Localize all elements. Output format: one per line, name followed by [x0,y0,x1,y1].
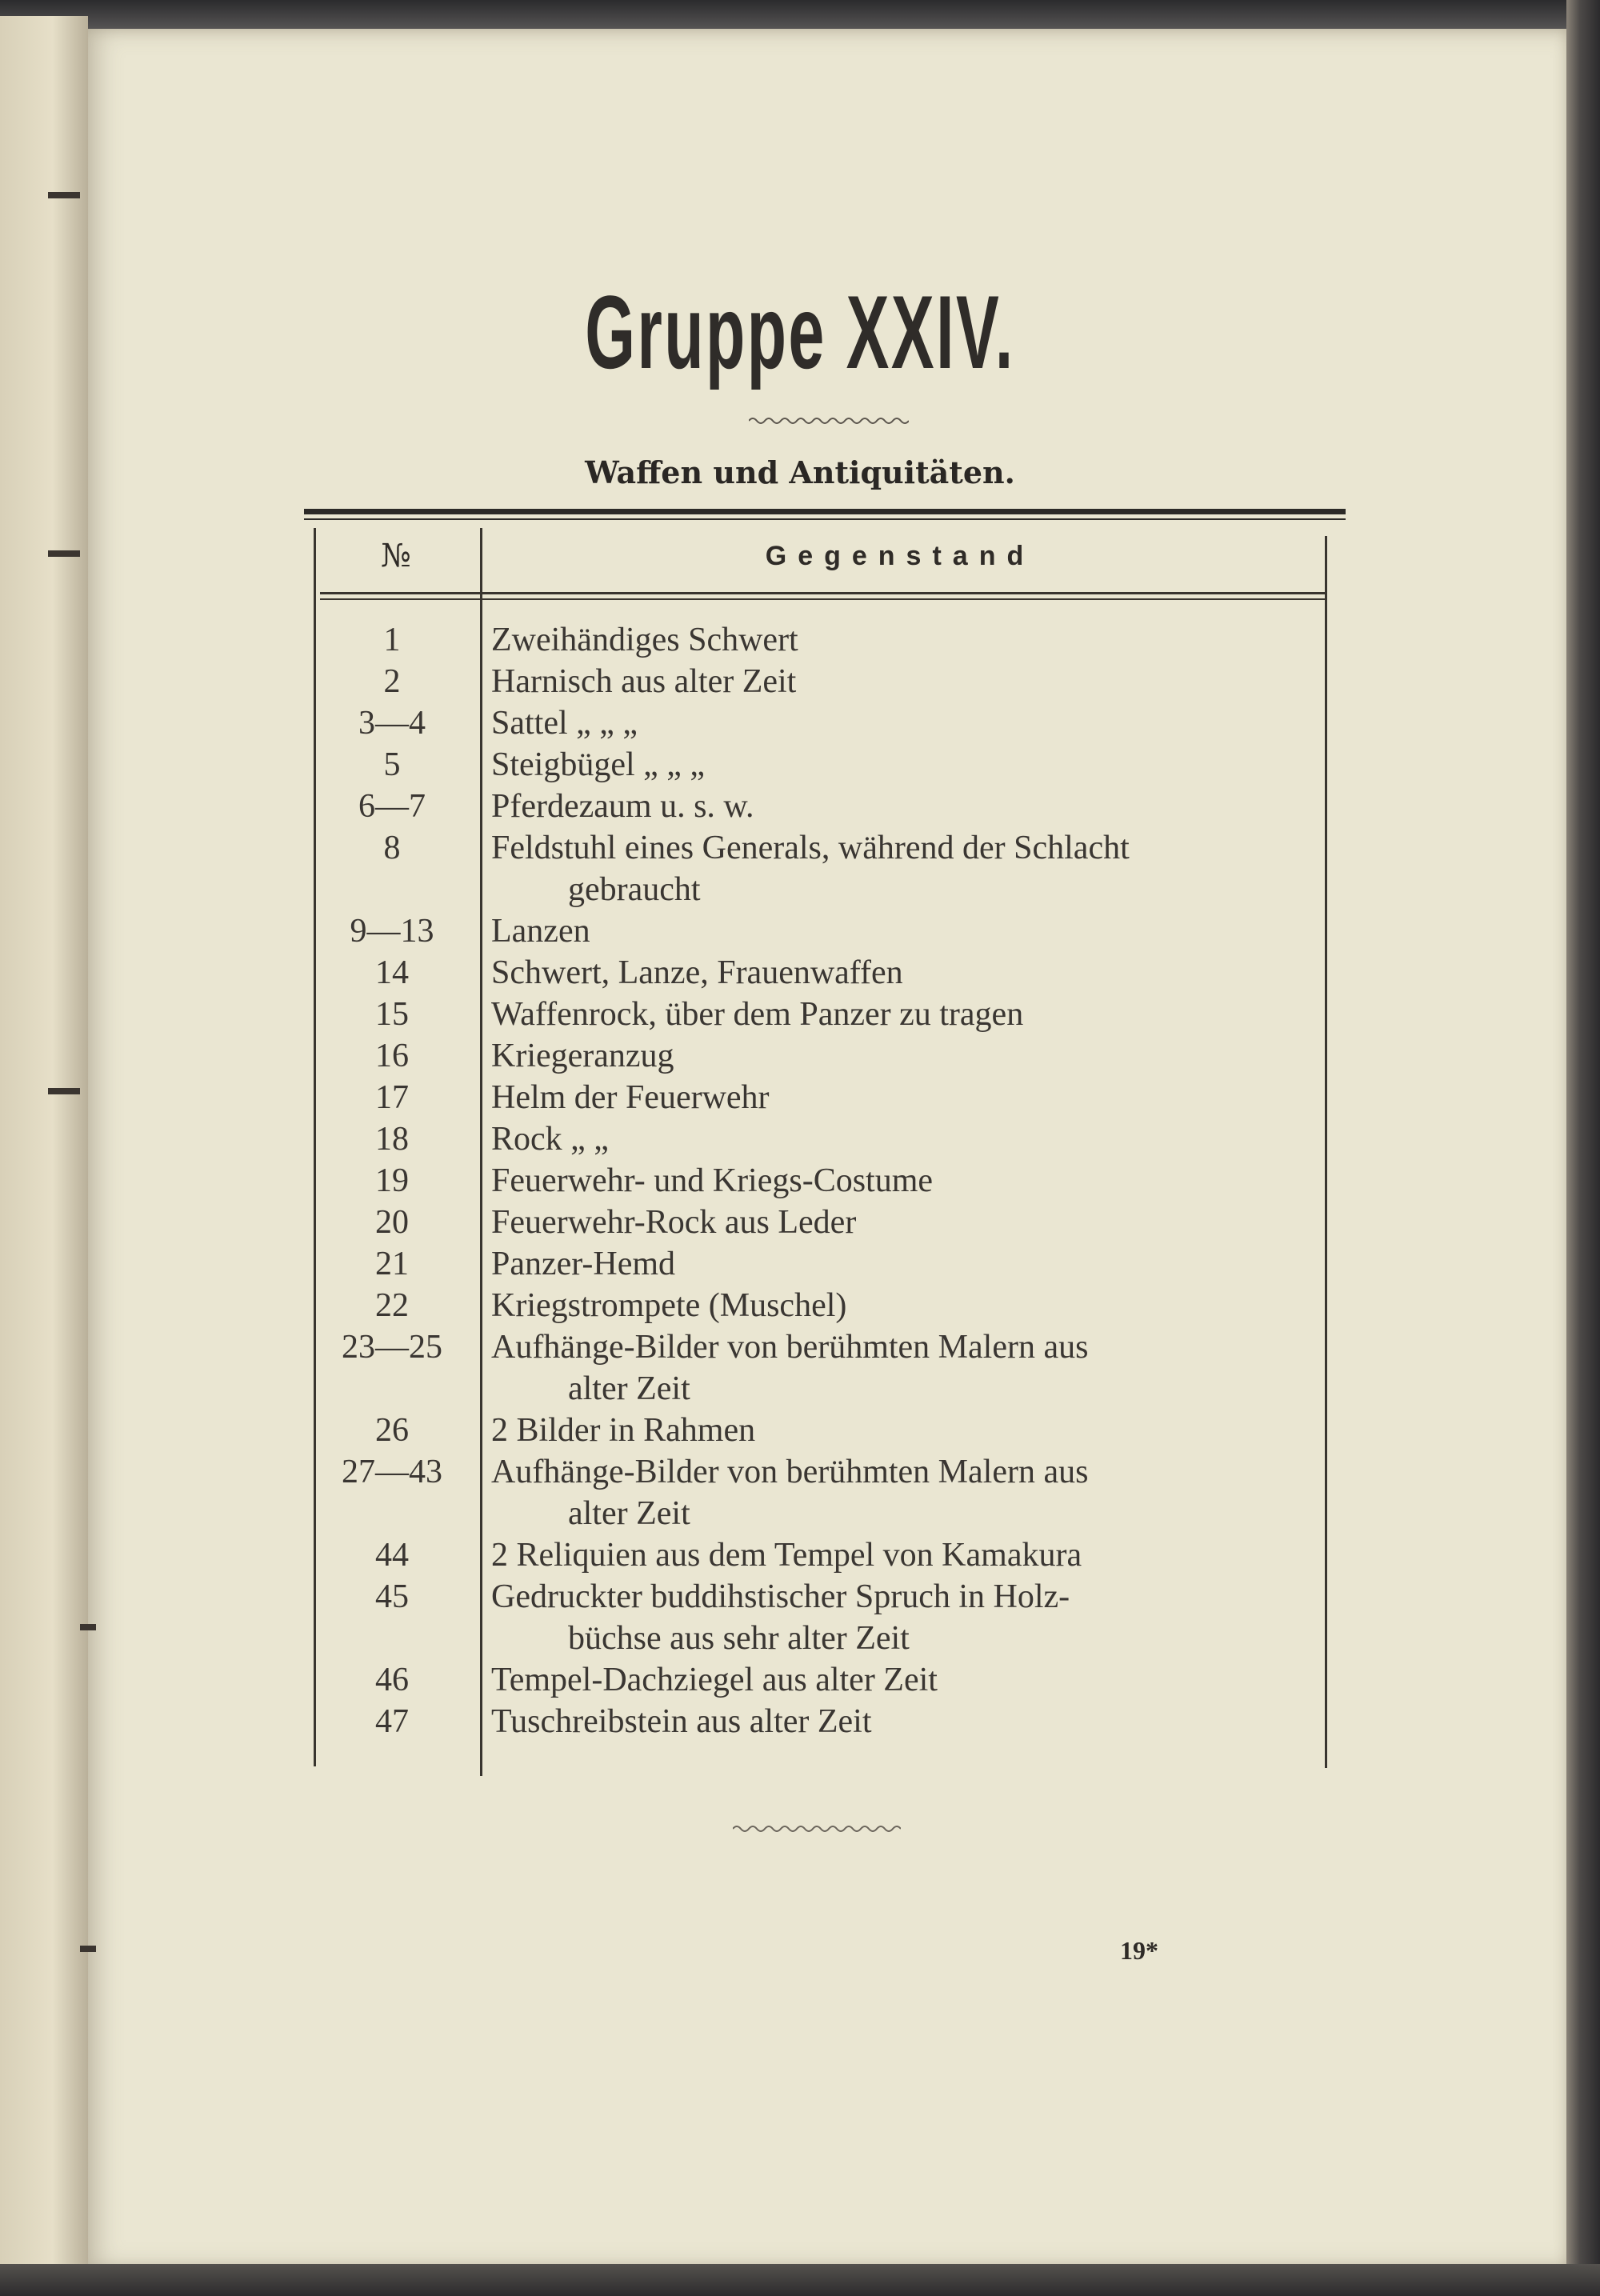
item-description: 2 Reliquien aus dem Tempel von Kamakura [491,1537,1082,1574]
item-number: 18 [375,1121,409,1158]
item-number: 9—13 [350,913,434,950]
group-title: Gruppe XXIV. [585,274,1015,390]
item-number: 16 [375,1038,409,1074]
table-row [0,702,1600,744]
item-number: 22 [375,1287,409,1324]
item-description: Feuerwehr-Rock aus Leder [491,1204,857,1241]
item-description: Helm der Feuerwehr [491,1079,770,1116]
item-description: Kriegstrompete (Muschel) [491,1287,847,1324]
item-number: 26 [375,1412,409,1449]
item-number: 17 [375,1079,409,1116]
item-description [491,827,1307,910]
item-description: Zweihändiges Schwert [491,622,798,658]
ornament-squiggle-bottom [733,1824,901,1834]
item-description: Kriegeranzug [491,1038,674,1074]
header-rule-thin [320,598,1326,600]
item-number: 14 [375,954,409,991]
item-description [491,1576,1307,1659]
item-description-continuation: büchse aus sehr alter Zeit [568,1620,910,1657]
item-number: 8 [383,830,401,866]
table-row [0,1451,1600,1534]
binding-thread-mark [48,192,80,198]
item-description: Rock „ „ [491,1121,609,1158]
table-body [0,619,1600,1742]
item-number: 45 [375,1578,409,1615]
table-row [0,1576,1600,1659]
item-description: Steigbügel „ „ „ [491,746,706,783]
table-row [0,827,1600,910]
item-description: Feuerwehr- und Kriegs-Costume [491,1162,934,1199]
table-row [0,1243,1600,1285]
item-description-line: Feldstuhl eines Generals, während der Schlacht [491,830,1130,866]
header-rule [320,592,1326,594]
table-row [0,1534,1600,1576]
column-header-number: № [381,538,411,574]
scan-edge-top [0,0,1600,32]
item-description-continuation: gebraucht [568,871,701,908]
item-description: Tempel-Dachziegel aus alter Zeit [491,1662,938,1698]
table-row [0,1326,1600,1410]
table-row [0,619,1600,661]
table-row [0,1035,1600,1077]
item-description-continuation: alter Zeit [568,1495,690,1532]
ornament-squiggle [749,416,909,426]
table-row [0,1285,1600,1326]
item-number: 44 [375,1537,409,1574]
item-number: 3—4 [358,705,426,742]
item-description: Lanzen [491,913,590,950]
item-number: 27—43 [342,1454,442,1490]
item-description: Schwert, Lanze, Frauenwaffen [491,954,903,991]
item-description-continuation: alter Zeit [568,1370,690,1407]
item-description: Panzer-Hemd [491,1246,676,1282]
item-description: Waffenrock, über dem Panzer zu tragen [491,996,1024,1033]
scan-edge-bottom [0,2264,1600,2296]
table-row [0,1118,1600,1160]
binding-thread-mark [48,550,80,557]
item-description: Harnisch aus alter Zeit [491,663,797,700]
table-top-rule-thin [304,518,1346,520]
group-subtitle: Waffen und Antiquitäten. [585,454,1015,490]
item-description: Pferdezaum u. s. w. [491,788,754,825]
item-number: 46 [375,1662,409,1698]
table-row [0,744,1600,786]
item-number: 19 [375,1162,409,1199]
item-description: Sattel „ „ „ [491,705,638,742]
table-row [0,1410,1600,1451]
item-number: 5 [383,746,401,783]
table-row [0,994,1600,1035]
table-row [0,1701,1600,1742]
item-description [491,1451,1307,1534]
table-row [0,1202,1600,1243]
item-number: 2 [383,663,401,700]
table-row [0,952,1600,994]
table-row [0,1077,1600,1118]
item-description-line: Aufhänge-Bilder von berühmten Malern aus [491,1454,1089,1490]
item-number: 47 [375,1703,409,1740]
item-description-line: Gedruckter buddihstischer Spruch in Holz- [491,1578,1070,1615]
table-row [0,910,1600,952]
item-number: 23—25 [342,1329,442,1366]
item-number: 1 [383,622,401,658]
table-row [0,661,1600,702]
item-description [491,1326,1307,1410]
item-number: 15 [375,996,409,1033]
item-number: 6—7 [358,788,426,825]
binding-thread-mark [80,1946,96,1952]
table-row [0,1160,1600,1202]
item-description: Tuschreibstein aus alter Zeit [491,1703,872,1740]
item-number: 21 [375,1246,409,1282]
table-row [0,1659,1600,1701]
item-description: 2 Bilder in Rahmen [491,1412,756,1449]
table-top-rule [304,509,1346,514]
page-number: 19* [1120,1936,1158,1965]
table-row [0,786,1600,827]
item-number: 20 [375,1204,409,1241]
item-description-line: Aufhänge-Bilder von berühmten Malern aus [491,1329,1089,1366]
column-header-object: Gegenstand [765,541,1035,571]
